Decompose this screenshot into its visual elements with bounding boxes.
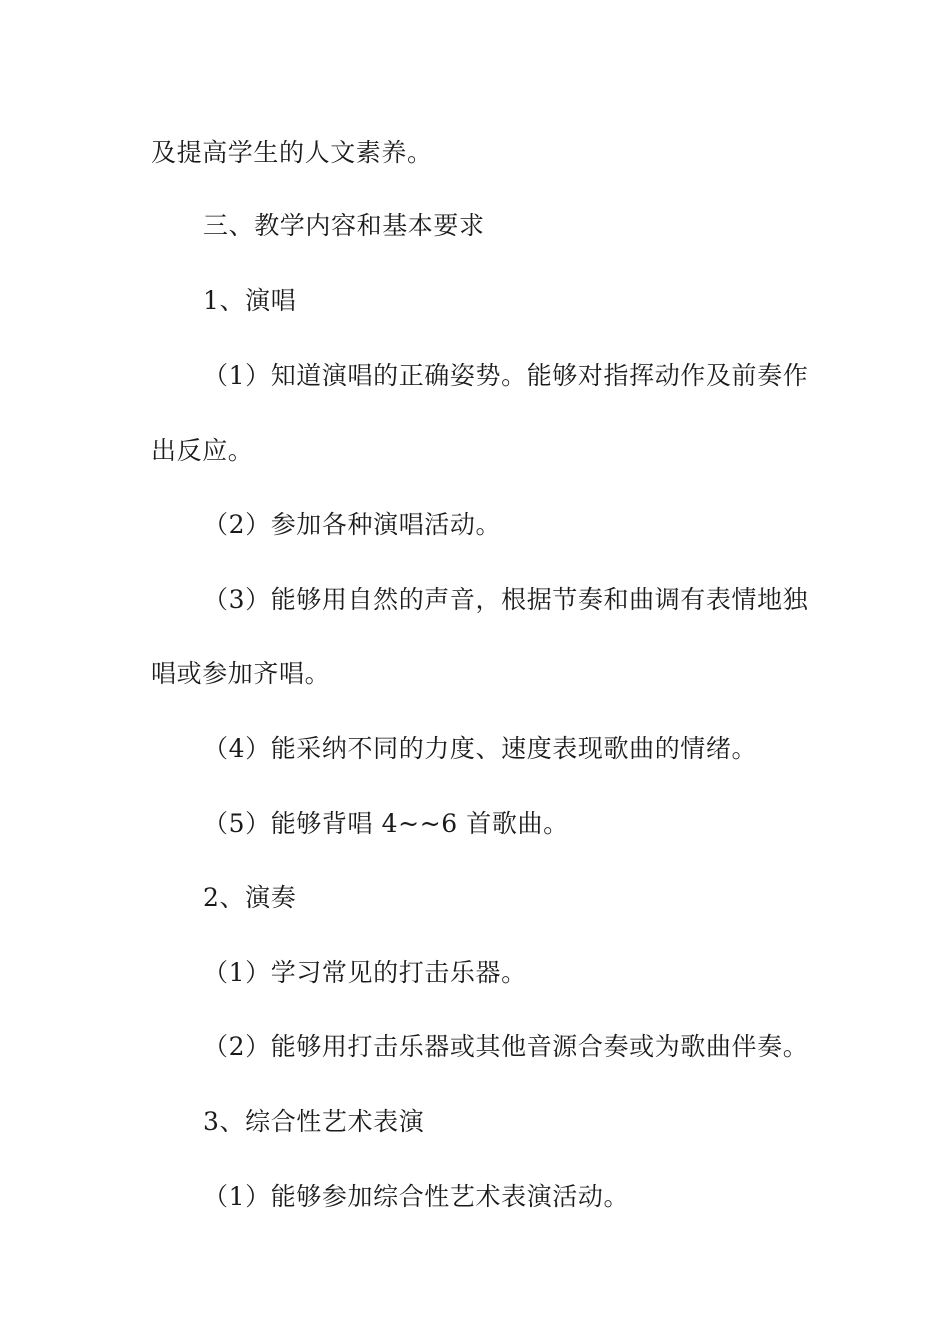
list-item: （1）学习常见的打击乐器。 bbox=[203, 958, 527, 987]
list-item: （3）能够用自然的声音，根据节奏和曲调有表情地独 bbox=[203, 585, 809, 614]
paragraph-continuation: 及提高学生的人文素养。 bbox=[151, 138, 433, 167]
list-item-continuation: 唱或参加齐唱。 bbox=[151, 659, 331, 688]
subsection-heading-singing: 1、演唱 bbox=[203, 286, 297, 315]
subsection-heading-arts: 3、综合性艺术表演 bbox=[203, 1107, 425, 1136]
subsection-heading-performance: 2、演奏 bbox=[203, 883, 297, 912]
list-item: （2）能够用打击乐器或其他音源合奏或为歌曲伴奏。 bbox=[203, 1032, 809, 1061]
list-item: （4）能采纳不同的力度、速度表现歌曲的情绪。 bbox=[203, 734, 758, 763]
list-item: （1）知道演唱的正确姿势。能够对指挥动作及前奏作 bbox=[203, 361, 809, 390]
list-item: （1）能够参加综合性艺术表演活动。 bbox=[203, 1182, 630, 1211]
list-item: （2）参加各种演唱活动。 bbox=[203, 510, 502, 539]
list-item: （5）能够背唱 4~~6 首歌曲。 bbox=[203, 809, 569, 838]
list-item-continuation: 出反应。 bbox=[151, 436, 254, 465]
section-heading: 三、教学内容和基本要求 bbox=[203, 211, 485, 240]
